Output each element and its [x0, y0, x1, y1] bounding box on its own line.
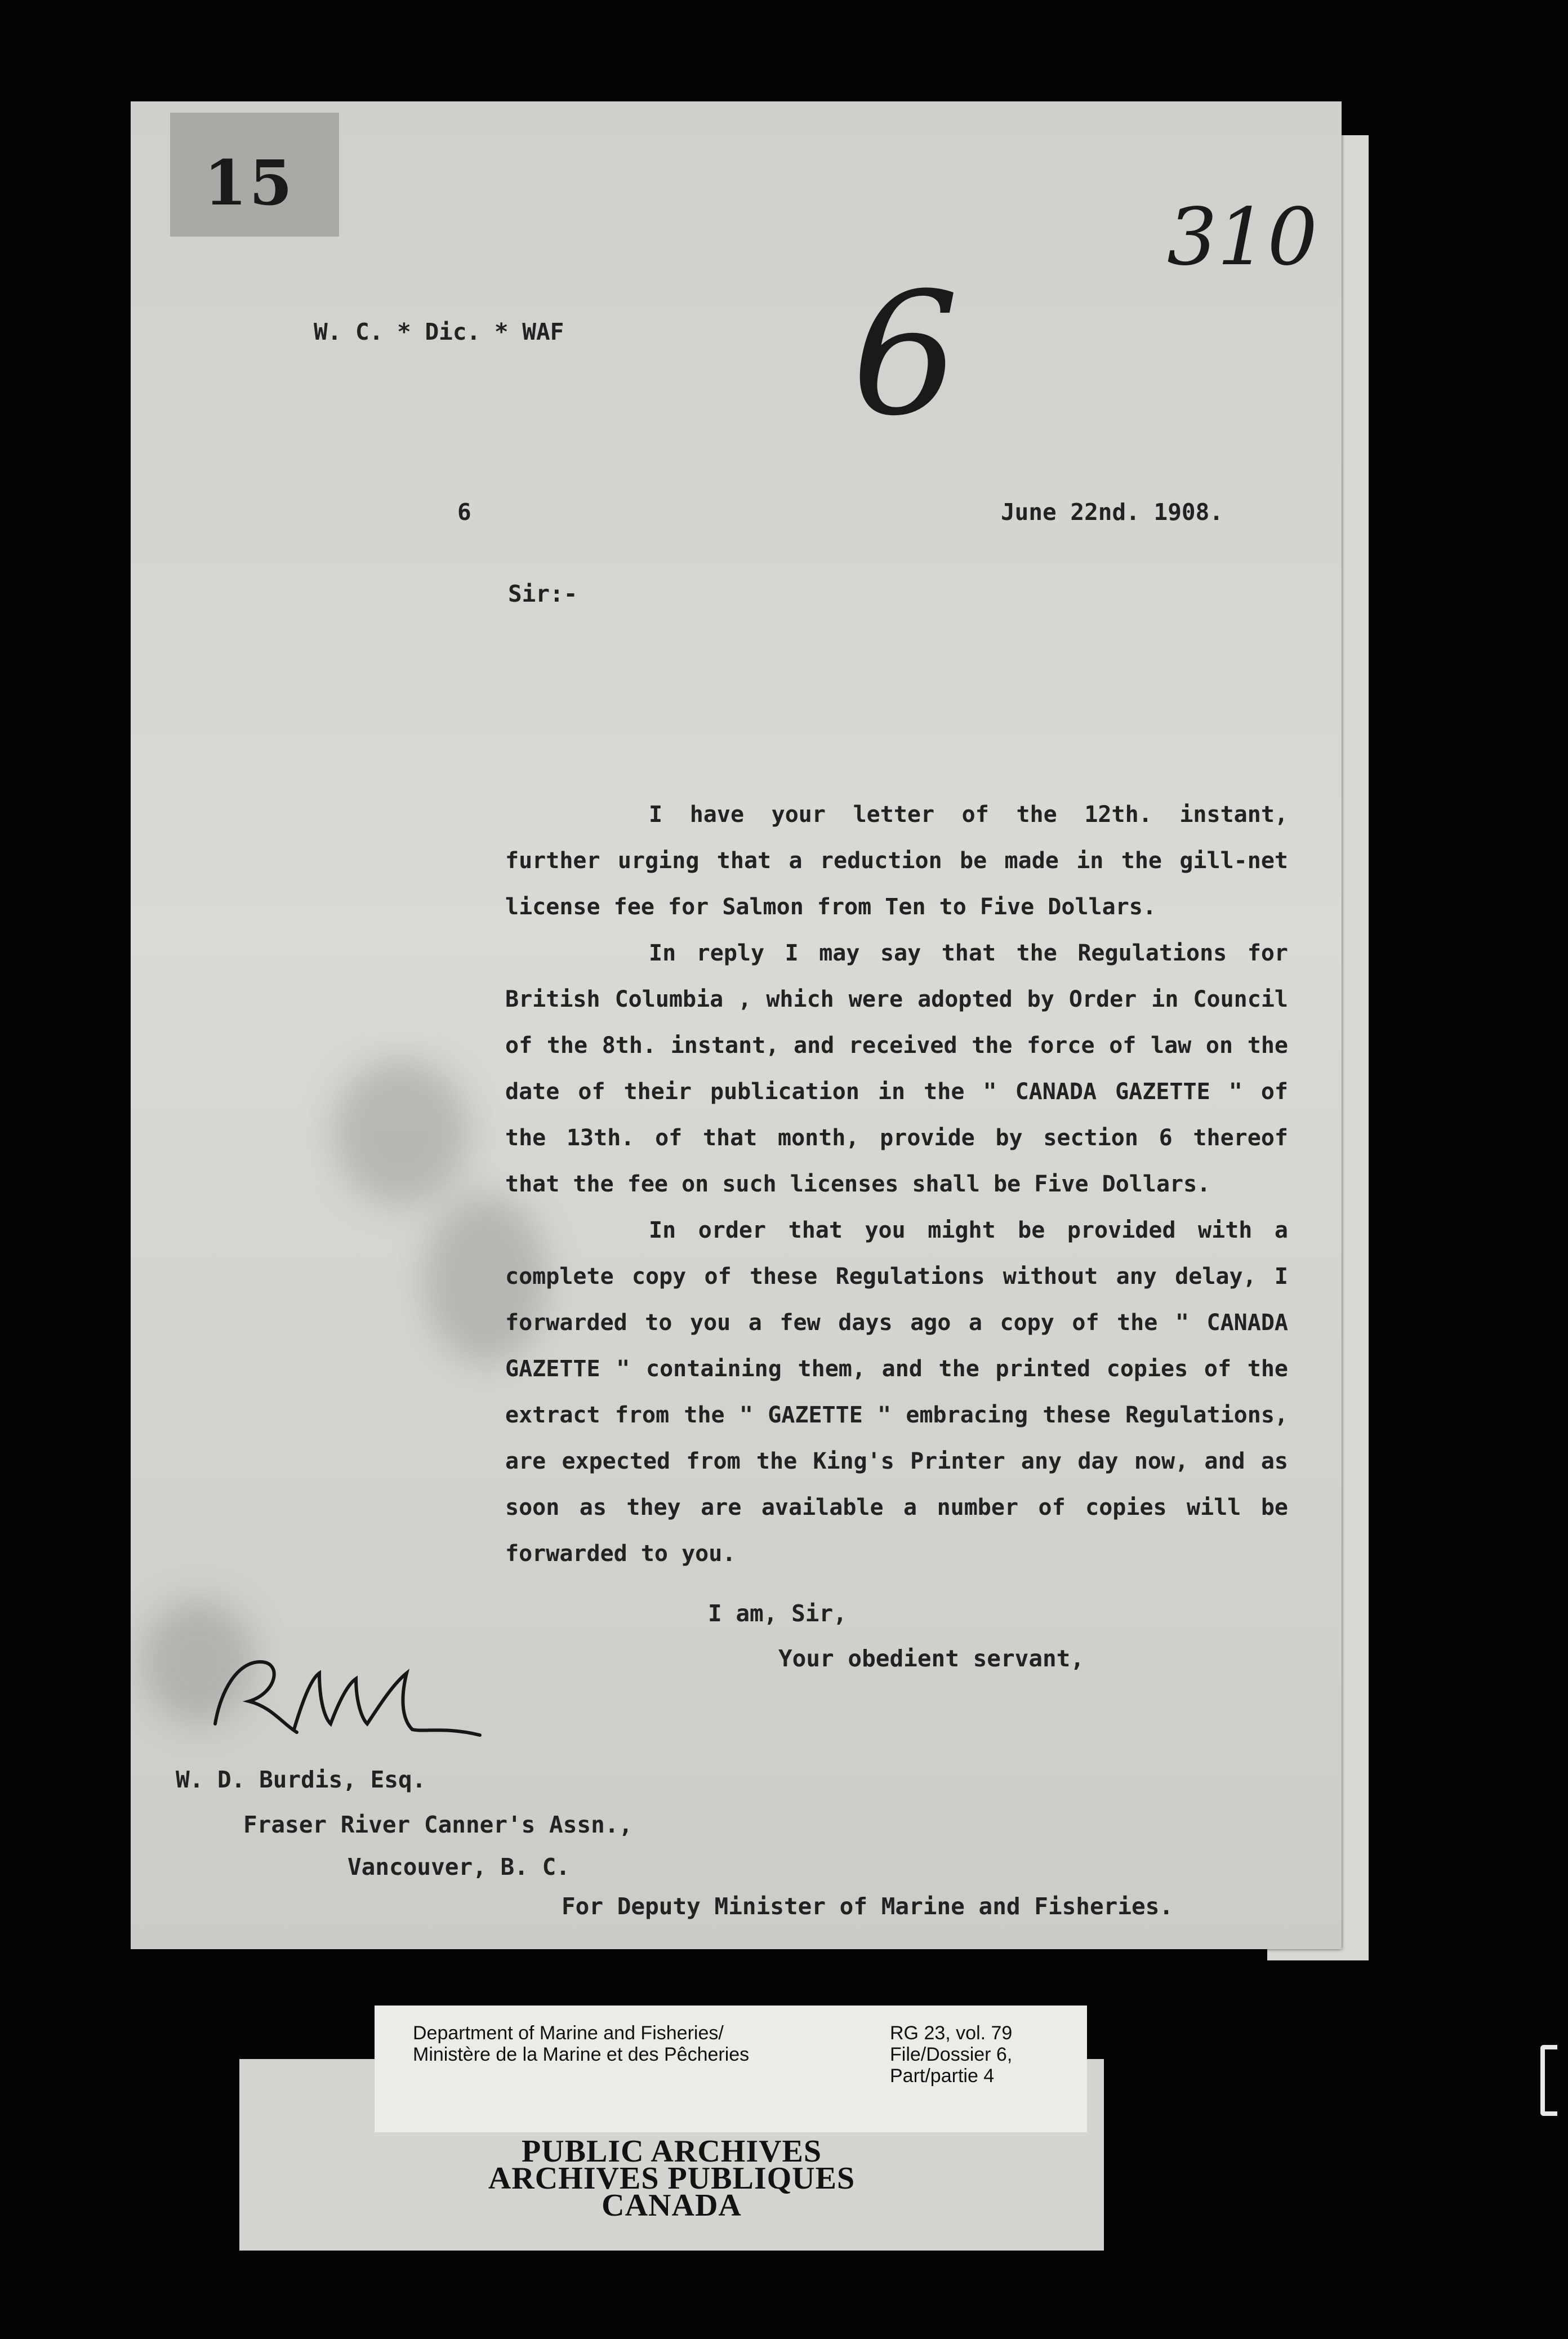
reference-line: W. C. * Dic. * WAF: [314, 318, 564, 345]
addressee-city: Vancouver, B. C.: [348, 1853, 570, 1880]
stamp-line: PUBLIC ARCHIVES: [521, 2134, 822, 2169]
stamp-line: CANADA: [602, 2188, 742, 2223]
file-number-label: File/Dossier 6,: [890, 2044, 1013, 2065]
public-archives-stamp: [239, 2134, 1104, 2223]
archive-reference-label: [375, 2006, 1087, 2132]
addressee-organization: Fraser River Canner's Assn.,: [243, 1811, 633, 1838]
paragraph: In order that you might be provided with a complete copy of these Regulations without any delay, I forwarded to you a few days ago a copy of the " CANADA GAZETTE " containing them, and the printed copies of the extract from the " GAZETTE " embracing these Regulations, are expected from the King's Printer any day now, and as soon as they are available a number of copies will be forwarded to you.: [505, 1217, 1288, 1567]
folio-mark: 15: [204, 146, 295, 219]
department-names: [413, 2022, 749, 2065]
signature: [198, 1639, 491, 1754]
handwritten-page-number: 310: [1167, 192, 1318, 283]
salutation: Sir:-: [508, 580, 578, 607]
paragraph: In reply I may say that the Regulations for British Columbia , which were adopted by Order in Council of the 8th. instant, and received the force of law on the date of their publication in the " CANADA GAZETTE " of the 13th. of that month, provide by section 6 thereof that the fee on such licenses shall be Five Dollars.: [505, 940, 1288, 1197]
addressee-name: W. D. Burdis, Esq.: [176, 1766, 426, 1793]
letter-body: [505, 791, 1288, 1577]
record-group: RG 23, vol. 79: [890, 2022, 1013, 2044]
film-edge-mark: [1540, 2045, 1557, 2116]
department-english: Department of Marine and Fisheries/: [413, 2022, 724, 2044]
handwritten-file-number: 6: [852, 256, 959, 453]
closing-line: Your obedient servant,: [778, 1645, 1085, 1672]
department-french: Ministère de la Marine et des Pêcheries: [413, 2044, 750, 2065]
file-number: 6: [457, 499, 471, 526]
closing-line: I am, Sir,: [708, 1600, 847, 1627]
part-number-label: Part/partie 4: [890, 2065, 995, 2087]
archive-reference: [890, 2022, 1012, 2087]
paragraph: I have your letter of the 12th. instant, further urging that a reduction be made in the gill-net license fee for Salmon from Ten to Five Dollars.: [505, 802, 1288, 920]
stain-mark: [333, 1059, 469, 1206]
signed-for: For Deputy Minister of Marine and Fisheries.: [562, 1893, 1174, 1920]
letter-date: June 22nd. 1908.: [1001, 499, 1223, 526]
stamp-line: ARCHIVES PUBLIQUES: [488, 2161, 856, 2196]
letter-page: [131, 101, 1342, 1949]
signature-mark: [198, 1639, 491, 1752]
